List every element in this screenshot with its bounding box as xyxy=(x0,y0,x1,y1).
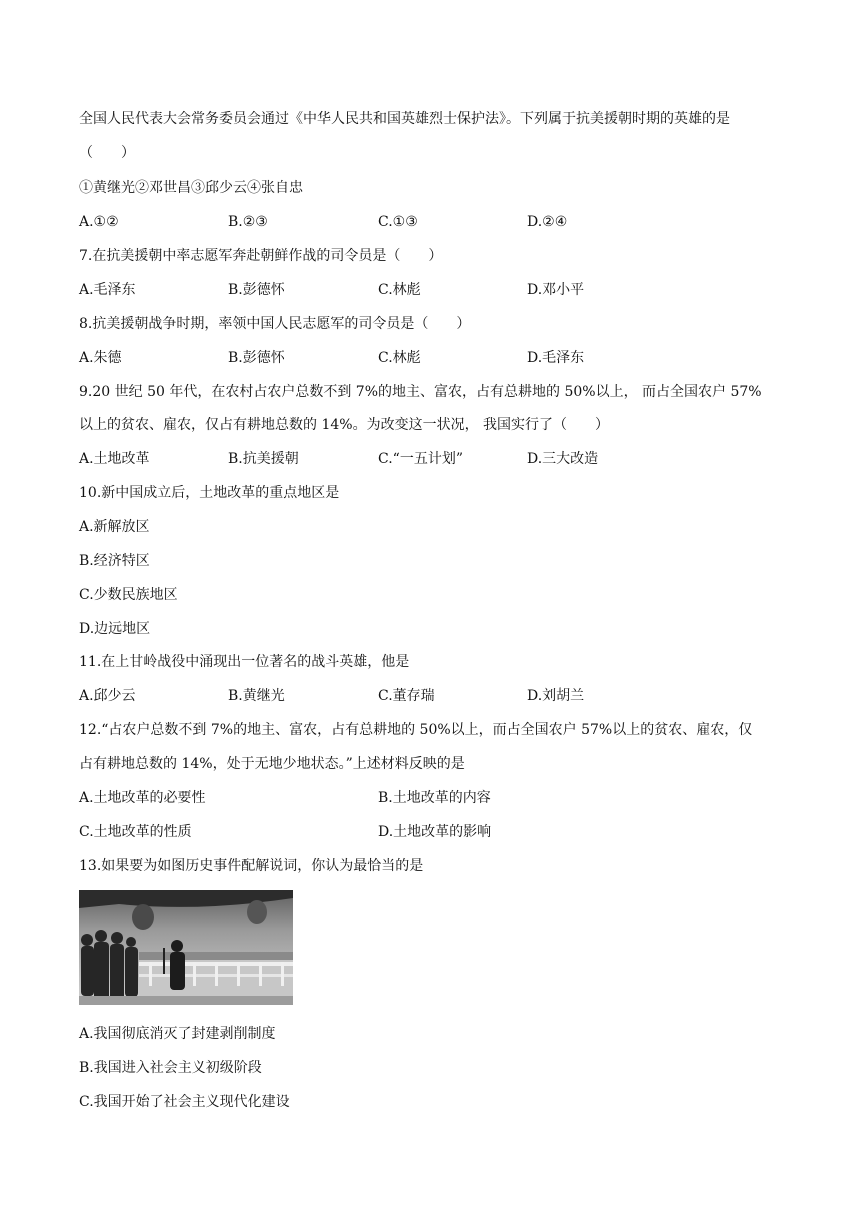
q6-option-c: C.①③ xyxy=(378,214,418,230)
q12-stem-line2: 占有耕地总数的 14%，处于无地少地状态。”上述材料反映的是 xyxy=(79,756,465,772)
q8-option-c: C.林彪 xyxy=(378,350,421,366)
q8-option-b: B.彭德怀 xyxy=(228,350,285,366)
q6-stem-line1: 全国人民代表大会常务委员会通过《中华人民共和国英雄烈士保护法》。下列属于抗美援朝时期的英雄的是 xyxy=(79,111,730,127)
q12-option-d: D.土地改革的影响 xyxy=(378,824,492,840)
q10-option-c: C.少数民族地区 xyxy=(79,587,178,603)
q6-items: ①黄继光②邓世昌③邱少云④张自忠 xyxy=(79,180,303,196)
historical-photo xyxy=(79,890,293,1005)
q6-option-d: D.②④ xyxy=(527,214,568,230)
q7-option-a: A.毛泽东 xyxy=(79,282,136,298)
q7-option-d: D.邓小平 xyxy=(527,282,585,298)
q8-option-a: A.朱德 xyxy=(79,350,122,366)
q13-option-a: A.我国彻底消灭了封建剥削制度 xyxy=(79,1026,276,1042)
q11-option-b: B.黄继光 xyxy=(228,688,285,704)
q11-stem: 11.在上甘岭战役中涌现出一位著名的战斗英雄，他是 xyxy=(79,654,410,670)
q6-option-b: B.②③ xyxy=(228,214,268,230)
q9-option-d: D.三大改造 xyxy=(527,451,599,467)
q12-option-c: C.土地改革的性质 xyxy=(79,824,192,840)
q13-option-b: B.我国进入社会主义初级阶段 xyxy=(79,1060,262,1076)
q10-option-d: D.边远地区 xyxy=(79,621,151,637)
q9-option-a: A.土地改革 xyxy=(79,451,150,467)
q8-stem: 8.抗美援朝战争时期，率领中国人民志愿军的司令员是（ ） xyxy=(79,316,471,332)
q11-option-a: A.邱少云 xyxy=(79,688,136,704)
q12-stem-line1: 12.“占农户总数不到 7%的地主、富农，占有总耕地的 50%以上，而占全国农户 57%以上的贫农、雇农，仅 xyxy=(79,722,753,738)
q9-stem-line1: 9.20 世纪 50 年代，在农村占农户总数不到 7%的地主、富农，占有总耕地的 50%以上， 而占全国农户 57% xyxy=(79,384,762,400)
q10-stem: 10.新中国成立后，土地改革的重点地区是 xyxy=(79,485,340,501)
q12-option-b: B.土地改革的内容 xyxy=(378,790,491,806)
q9-option-b: B.抗美援朝 xyxy=(228,451,299,467)
q13-option-c: C.我国开始了社会主义现代化建设 xyxy=(79,1094,290,1110)
q11-option-c: C.董存瑞 xyxy=(378,688,435,704)
q9-stem-line2: 以上的贫农、雇农，仅占有耕地总数的 14%。为改变这一状况， 我国实行了（ ） xyxy=(79,417,610,433)
q7-option-c: C.林彪 xyxy=(378,282,421,298)
q12-option-a: A.土地改革的必要性 xyxy=(79,790,206,806)
q13-stem: 13.如果要为如图历史事件配解说词，你认为最恰当的是 xyxy=(79,858,424,874)
q6-stem-line2: （ ） xyxy=(79,145,135,161)
q8-option-d: D.毛泽东 xyxy=(527,350,585,366)
q7-option-b: B.彭德怀 xyxy=(228,282,285,298)
q10-option-a: A.新解放区 xyxy=(79,519,150,535)
q10-option-b: B.经济特区 xyxy=(79,553,150,569)
q7-stem: 7.在抗美援朝中率志愿军奔赴朝鲜作战的司令员是（ ） xyxy=(79,248,443,264)
q9-option-c: C.“一五计划” xyxy=(378,451,463,467)
q11-option-d: D.刘胡兰 xyxy=(527,688,585,704)
q6-option-a: A.①② xyxy=(79,214,119,230)
